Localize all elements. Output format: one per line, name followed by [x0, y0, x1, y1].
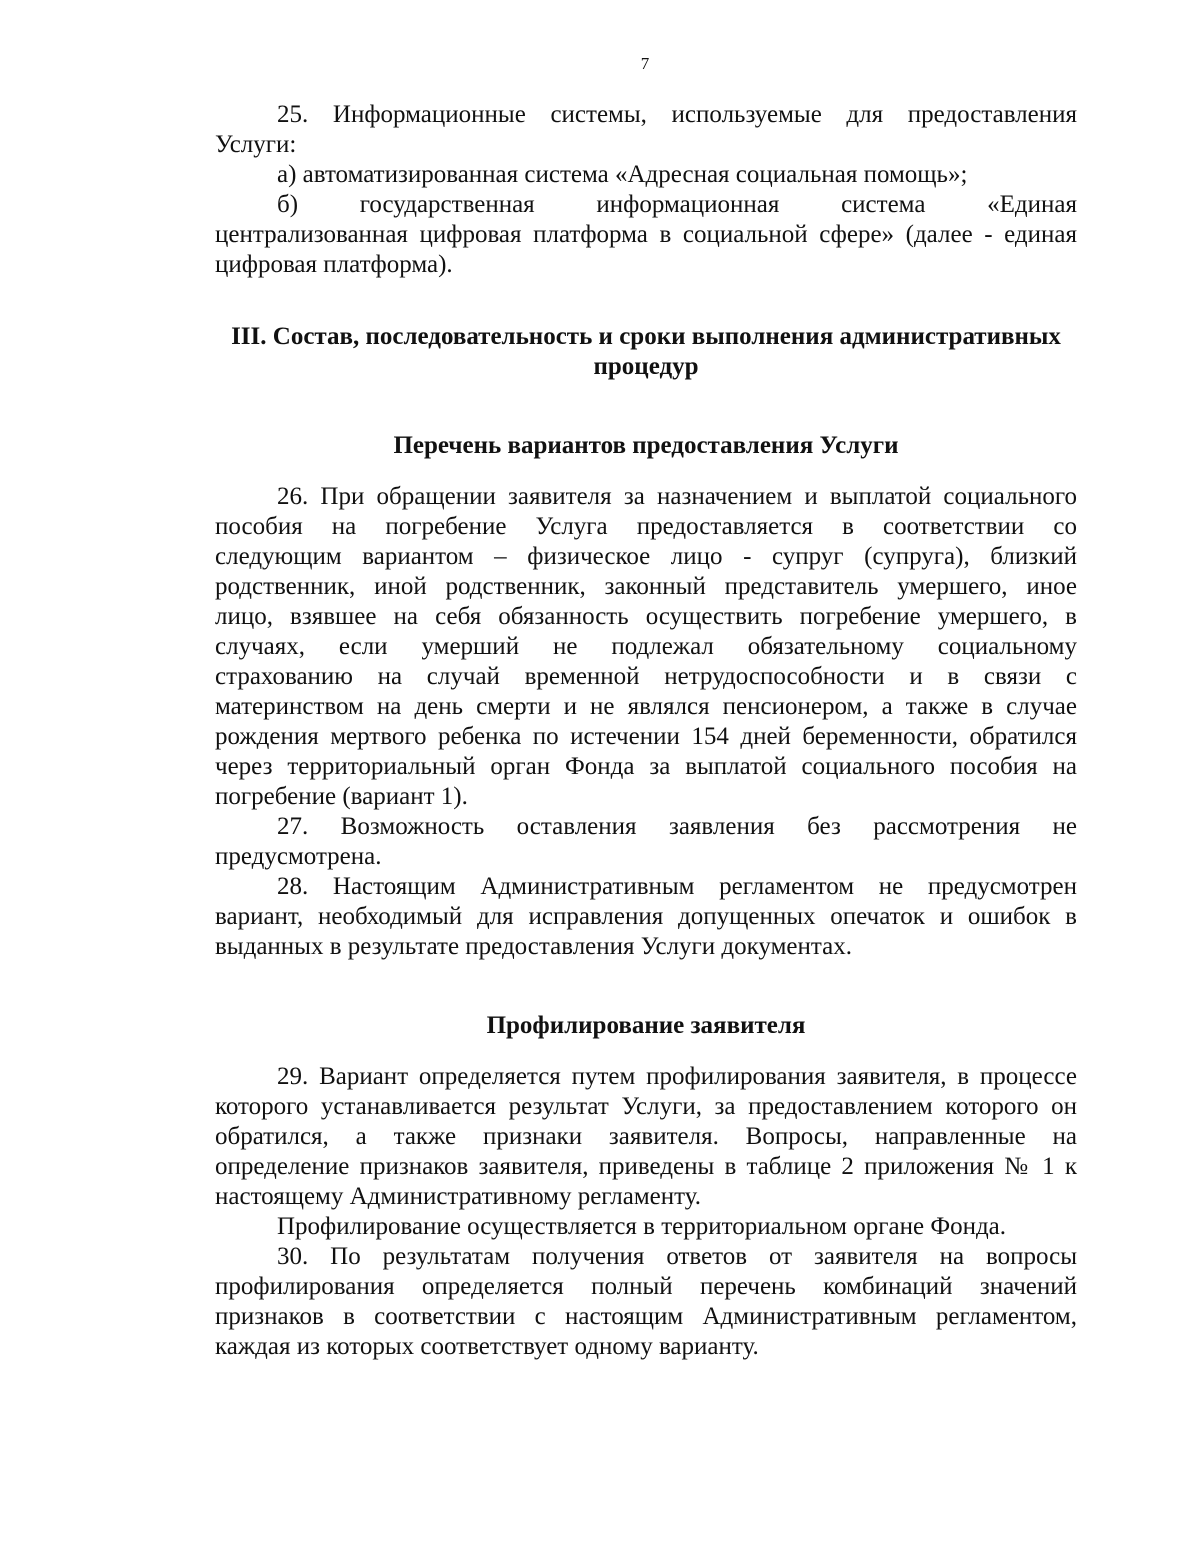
- paragraph-25b-line: цифровая платформа).: [215, 251, 453, 278]
- paragraph-27-line: 27. Возможность оставления заявления без рассмотрения не: [277, 813, 1077, 840]
- subheading-variants: Перечень вариантов предоставления Услуги: [393, 432, 899, 459]
- paragraph-26-line: рождения мертвого ребенка по истечении 154 дней беременности, обратился: [215, 723, 1077, 750]
- paragraph-26-line: погребение (вариант 1).: [215, 783, 468, 810]
- paragraph-29b: [215, 1212, 1077, 1242]
- subheading-profiling: Профилирование заявителя: [486, 1012, 806, 1039]
- section-heading-line: III. Состав, последовательность и сроки выполнения административных: [231, 323, 1061, 350]
- paragraph-30-line: профилирования определяется полный перечень комбинаций значений: [215, 1273, 1077, 1300]
- paragraph-25b: [215, 190, 1077, 280]
- paragraph-30: [215, 1242, 1077, 1362]
- paragraph-29-line: 29. Вариант определяется путем профилирования заявителя, в процессе: [277, 1063, 1077, 1090]
- paragraph-29-line: обратился, а также признаки заявителя. Вопросы, направленные на: [215, 1123, 1077, 1150]
- paragraph-25a-line: а) автоматизированная система «Адресная социальная помощь»;: [277, 161, 968, 188]
- paragraph-26-line: следующим вариантом – физическое лицо - супруг (супруга), близкий: [215, 543, 1077, 570]
- paragraph-25-line: 25. Информационные системы, используемые для предоставления: [277, 101, 1077, 128]
- paragraph-30-line: 30. По результатам получения ответов от заявителя на вопросы: [277, 1243, 1077, 1270]
- paragraph-25b-line: централизованная цифровая платформа в социальной сфере» (далее - единая: [215, 221, 1077, 248]
- paragraph-26-line: пособия на погребение Услуга предоставляется в соответствии со: [215, 513, 1077, 540]
- paragraph-26-line: случаях, если умерший не подлежал обязательному социальному: [215, 633, 1077, 660]
- paragraph-29: [215, 1062, 1077, 1212]
- paragraph-25: [215, 100, 1077, 160]
- paragraph-26-line: лицо, взявшее на себя обязанность осуществить погребение умершего, в: [215, 603, 1077, 630]
- paragraph-29-line: которого устанавливается результат Услуги, за предоставлением которого он: [215, 1093, 1077, 1120]
- page-number: 7: [640, 54, 650, 73]
- paragraph-26: [215, 482, 1077, 812]
- paragraph-25b-line: б) государственная информационная система «Единая: [277, 191, 1077, 218]
- paragraph-26-line: 26. При обращении заявителя за назначением и выплатой социального: [277, 483, 1077, 510]
- paragraph-29b-line: Профилирование осуществляется в территориальном органе Фонда.: [277, 1213, 1007, 1240]
- paragraph-29-line: настоящему Административному регламенту.: [215, 1183, 701, 1210]
- paragraph-26-line: родственник, иной родственник, законный представитель умершего, иное: [215, 573, 1077, 600]
- paragraph-25-line: Услуги:: [215, 131, 297, 158]
- paragraph-28: [215, 872, 1077, 962]
- paragraph-28-line: выданных в результате предоставления Услуги документах.: [215, 933, 852, 960]
- paragraph-26-line: страхованию на случай временной нетрудоспособности и в связи с: [215, 663, 1077, 690]
- paragraph-27-line: предусмотрена.: [215, 843, 382, 870]
- paragraph-28-line: 28. Настоящим Административным регламентом не предусмотрен: [277, 873, 1077, 900]
- paragraph-26-line: материнством на день смерти и не являлся пенсионером, а также в случае: [215, 693, 1077, 720]
- paragraph-28-line: вариант, необходимый для исправления допущенных опечаток и ошибок в: [215, 903, 1077, 930]
- paragraph-26-line: через территориальный орган Фонда за выплатой социального пособия на: [215, 753, 1077, 780]
- document-body: [215, 100, 1077, 1362]
- paragraph-27: [215, 812, 1077, 872]
- paragraph-25a: [215, 160, 1077, 190]
- paragraph-30-line: признаков в соответствии с настоящим Административным регламентом,: [215, 1303, 1077, 1330]
- paragraph-29-line: определение признаков заявителя, приведены в таблице 2 приложения № 1 к: [215, 1153, 1077, 1180]
- section-heading-iii: [215, 322, 1077, 382]
- section-heading-line: процедур: [593, 353, 699, 380]
- paragraph-30-line: каждая из которых соответствует одному варианту.: [215, 1333, 759, 1360]
